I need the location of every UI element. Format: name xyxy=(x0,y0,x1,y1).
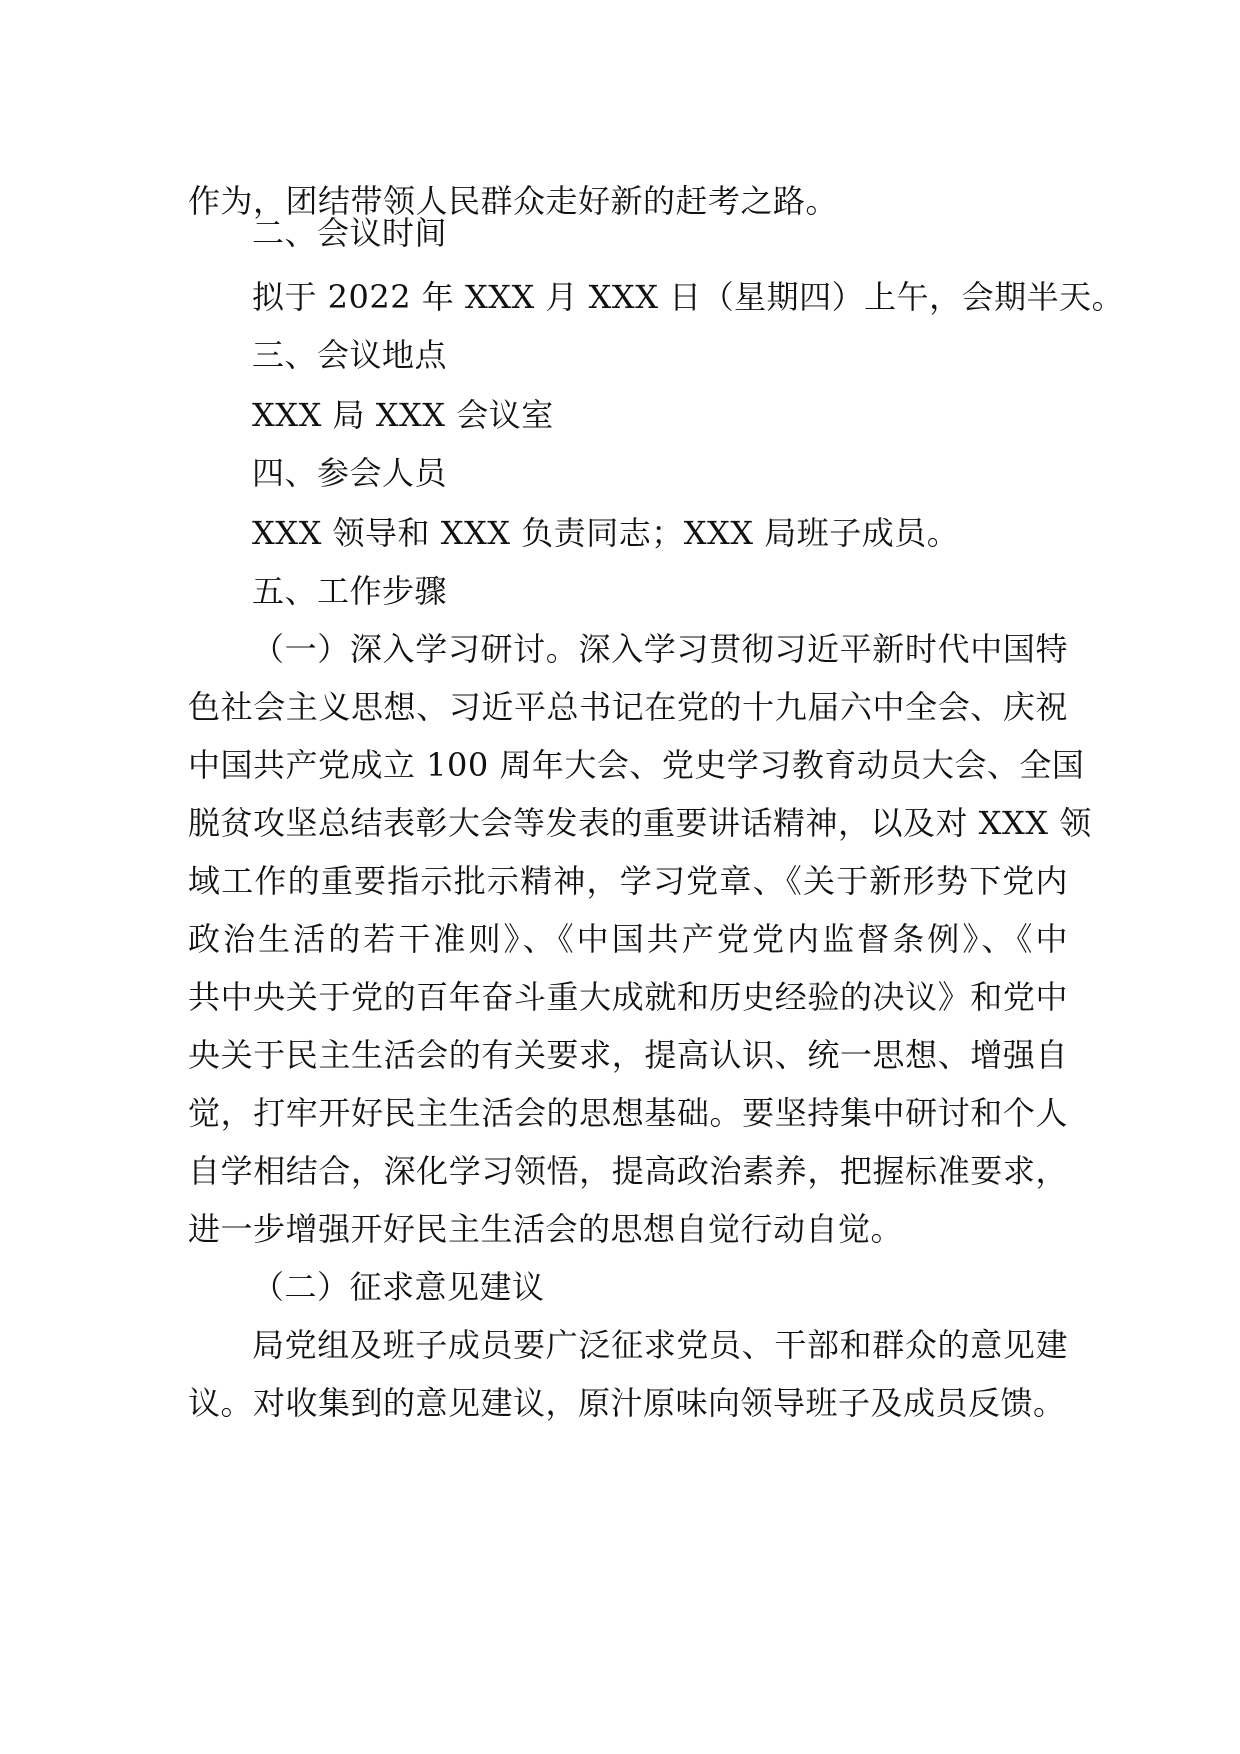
attendees-text: XXX 领导和 XXX 负责同志；XXX 局班子成员。 xyxy=(252,514,960,552)
subsection-1-line: 共中央关于党的百年奋斗重大成就和历史经验的决议》和党中 xyxy=(188,978,1068,1016)
meeting-place-text: XXX 局 XXX 会议室 xyxy=(252,396,554,434)
section-heading-meeting-place: 三、会议地点 xyxy=(252,336,448,374)
paragraph-continuation-line: 作为，团结带领人民群众走好新的赶考之路。 xyxy=(188,182,839,220)
subsection-1-line: 央关于民主生活会的有关要求，提高认识、统一思想、增强自 xyxy=(188,1036,1068,1074)
subsection-1-line: （一）深入学习研讨。深入学习贯彻习近平新时代中国特 xyxy=(252,630,1068,668)
section-heading-meeting-time: 二、会议时间 xyxy=(252,214,448,252)
subsection-2-heading: （二）征求意见建议 xyxy=(252,1268,545,1306)
subsection-1-line: 自学相结合，深化学习领悟，提高政治素养，把握标准要求， xyxy=(188,1152,1068,1190)
subsection-2-line: 局党组及班子成员要广泛征求党员、干部和群众的意见建 xyxy=(252,1326,1068,1364)
section-heading-attendees: 四、参会人员 xyxy=(252,454,448,492)
subsection-1-line: 进一步增强开好民主生活会的思想自觉行动自觉。 xyxy=(188,1210,904,1248)
subsection-1-line: 色社会主义思想、习近平总书记在党的十九届六中全会、庆祝 xyxy=(188,688,1068,726)
section-heading-work-steps: 五、工作步骤 xyxy=(252,572,448,610)
subsection-1-line: 觉，打牢开好民主生活会的思想基础。要坚持集中研讨和个人 xyxy=(188,1094,1068,1132)
subsection-1-line: 脱贫攻坚总结表彰大会等发表的重要讲话精神，以及对 XXX 领 xyxy=(188,804,1092,842)
meeting-time-text: 拟于 2022 年 XXX 月 XXX 日（星期四）上午，会期半天。 xyxy=(252,278,1125,316)
subsection-1-line: 域工作的重要指示批示精神，学习党章、《关于新形势下党内 xyxy=(188,862,1068,900)
subsection-2-line: 议。对收集到的意见建议，原汁原味向领导班子及成员反馈。 xyxy=(188,1384,1066,1422)
subsection-1-line: 中国共产党成立 100 周年大会、党史学习教育动员大会、全国 xyxy=(188,746,1085,784)
subsection-1-line: 政治生活的若干准则》、《中国共产党党内监督条例》、《中 xyxy=(188,920,1068,958)
